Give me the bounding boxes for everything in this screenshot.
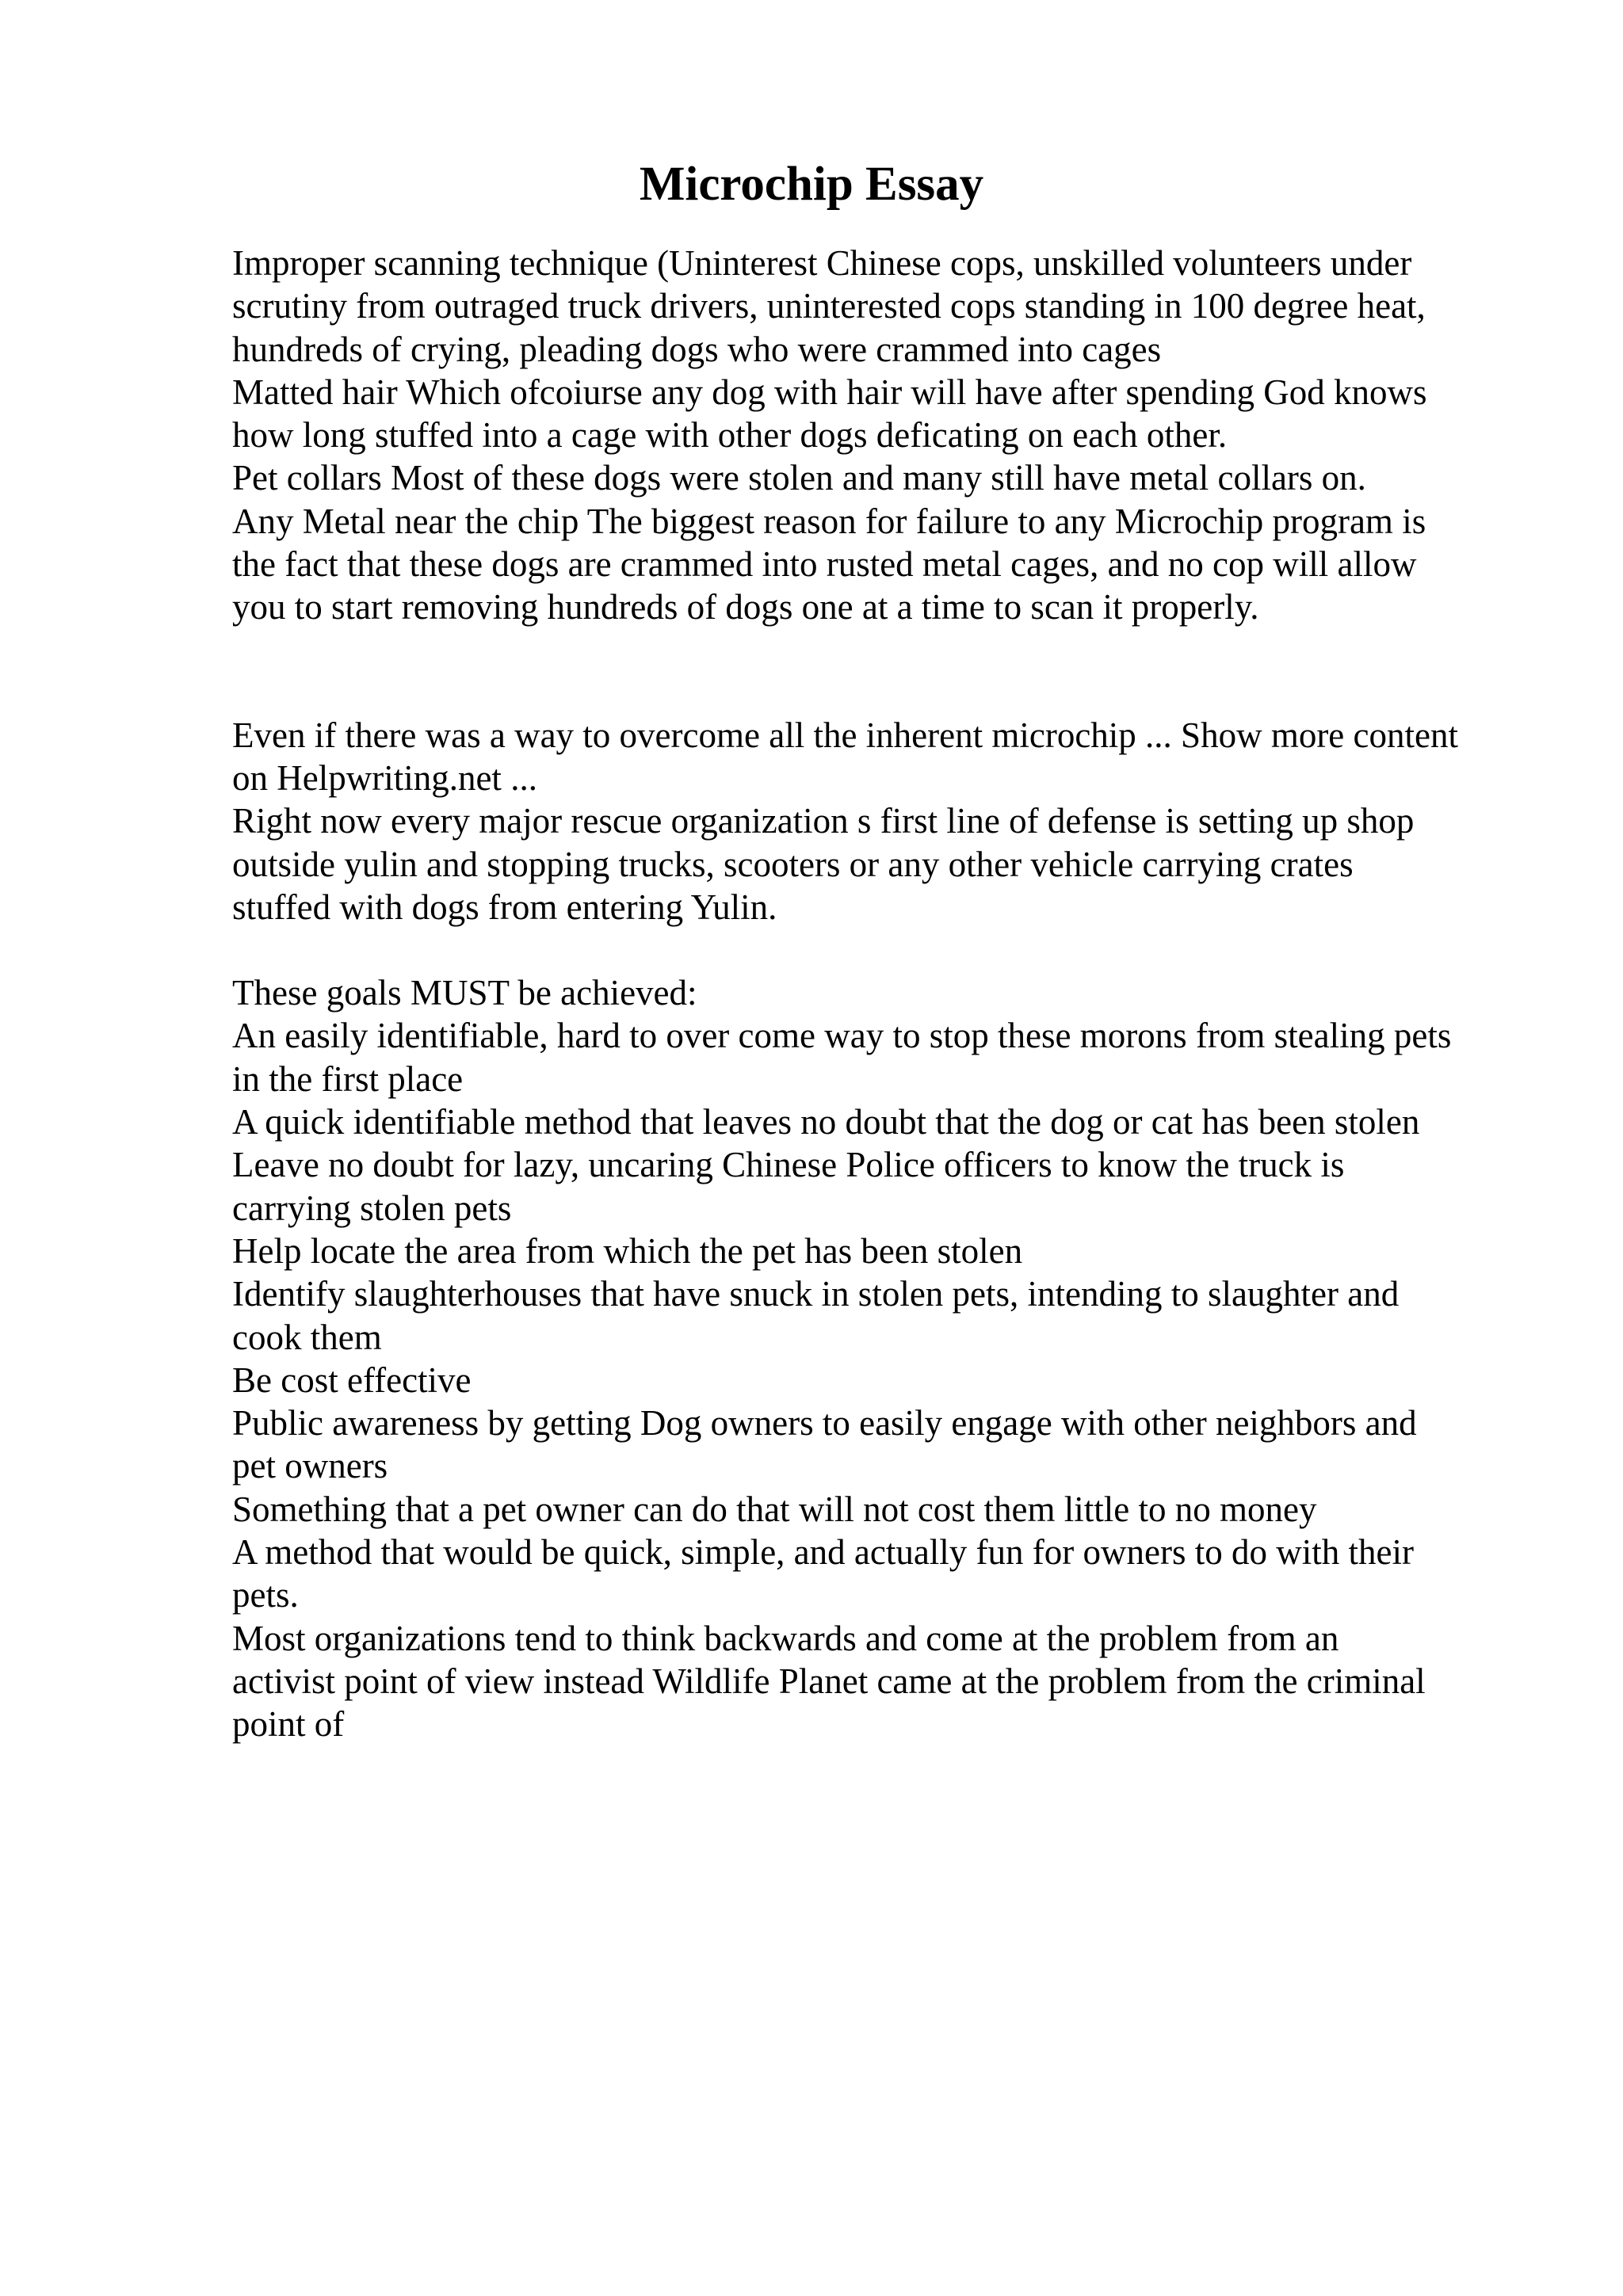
text-line: you to start removing hundreds of dogs one at a time to scan it properly. <box>232 587 1259 627</box>
text-line: An easily identifiable, hard to over come way to stop these morons from stealing pets <box>232 1016 1452 1056</box>
text-line: pets. <box>232 1575 299 1615</box>
text-line: Even if there was a way to overcome all the inherent microchip ... Show more content <box>232 715 1458 755</box>
text-line: A method that would be quick, simple, and actually fun for owners to do with their <box>232 1532 1414 1573</box>
section-rescue-organizations <box>232 714 1516 929</box>
text-line: Public awareness by getting Dog owners to easily engage with other neighbors and <box>232 1403 1417 1444</box>
text-line: carrying stolen pets <box>232 1188 512 1228</box>
text-line: Pet collars Most of these dogs were stolen and many still have metal collars on. <box>232 458 1366 498</box>
text-line: Matted hair Which ofcoiurse any dog with hair will have after spending God knows <box>232 372 1427 412</box>
text-line: stuffed with dogs from entering Yulin. <box>232 887 777 927</box>
text-line: Be cost effective <box>232 1360 472 1400</box>
section-goals <box>232 971 1516 1745</box>
text-line: A quick identifiable method that leaves no doubt that the dog or cat has been stolen <box>232 1102 1420 1142</box>
text-line: hundreds of crying, pleading dogs who were crammed into cages <box>232 329 1162 369</box>
text-line: point of <box>232 1704 345 1745</box>
text-line: outside yulin and stopping trucks, scooters or any other vehicle carrying crates <box>232 844 1354 884</box>
text-line: the fact that these dogs are crammed into rusted metal cages, and no cop will allow <box>232 544 1417 585</box>
text-line: Improper scanning technique (Uninterest Chinese cops, unskilled volunteers under <box>232 243 1412 283</box>
document-body <box>232 242 1516 1746</box>
text-line: These goals MUST be achieved: <box>232 973 697 1013</box>
text-line: Any Metal near the chip The biggest reason for failure to any Microchip program is <box>232 501 1426 541</box>
paragraph-gap <box>232 629 1516 714</box>
section-scanning-problems <box>232 242 1516 629</box>
text-line: cook them <box>232 1317 382 1357</box>
text-line: activist point of view instead Wildlife Planet came at the problem from the criminal <box>232 1661 1426 1701</box>
text-line: in the first place <box>232 1058 464 1099</box>
text-line: Most organizations tend to think backwards and come at the problem from an <box>232 1618 1339 1658</box>
text-line: Something that a pet owner can do that will not cost them little to no money <box>232 1489 1317 1529</box>
text-line: Identify slaughterhouses that have snuck in stolen pets, intending to slaughter and <box>232 1274 1400 1314</box>
text-line: on Helpwriting.net ... <box>232 757 537 798</box>
paragraph-gap <box>232 929 1516 971</box>
text-line: Help locate the area from which the pet has been stolen <box>232 1230 1023 1271</box>
text-line: Leave no doubt for lazy, uncaring Chinese Police officers to know the truck is <box>232 1145 1345 1185</box>
text-line: pet owners <box>232 1446 388 1486</box>
text-line: how long stuffed into a cage with other dogs deficating on each other. <box>232 415 1228 456</box>
page-title: Microchip Essay <box>639 158 984 211</box>
text-line: scrutiny from outraged truck drivers, uninterested cops standing in 100 degree heat, <box>232 286 1426 326</box>
text-line: Right now every major rescue organization s first line of defense is setting up shop <box>232 801 1415 841</box>
